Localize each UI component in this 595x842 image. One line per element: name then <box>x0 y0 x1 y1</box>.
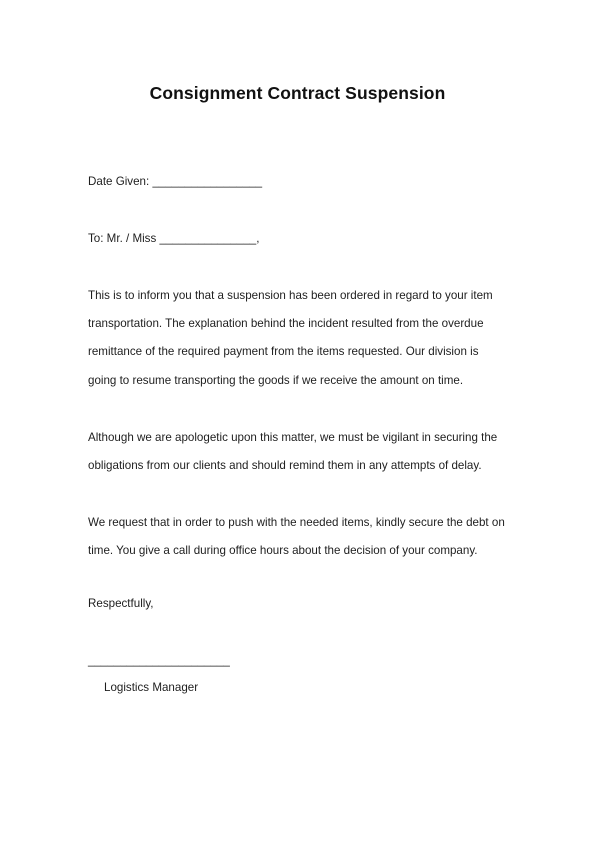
paragraph-2-line-1: Although we are apologetic upon this matter, we must be vigilant in securing the <box>88 431 498 444</box>
date-given-line: Date Given: _________________ <box>88 175 263 188</box>
page-title: Consignment Contract Suspension <box>149 83 446 103</box>
paragraph-1-line-3: remittance of the required payment from the items requested. Our division is <box>88 345 479 358</box>
paragraph-2-line-2: obligations from our clients and should remind them in any attempts of delay. <box>88 459 482 472</box>
paragraph-3-line-1: We request that in order to push with the needed items, kindly secure the debt on <box>88 516 505 529</box>
signature-line: ______________________ <box>88 654 230 667</box>
paragraph-1-line-2: transportation. The explanation behind the incident resulted from the overdue <box>88 317 484 330</box>
paragraph-1-line-1: This is to inform you that a suspension has been ordered in regard to your item <box>88 289 493 302</box>
paragraph-3-line-2: time. You give a call during office hours about the decision of your company. <box>88 544 478 557</box>
closing-text: Respectfully, <box>88 597 154 610</box>
recipient-line: To: Mr. / Miss _______________, <box>88 232 260 245</box>
paragraph-1-line-4: going to resume transporting the goods if we receive the amount on time. <box>88 374 464 387</box>
signature-title: Logistics Manager <box>104 681 199 694</box>
